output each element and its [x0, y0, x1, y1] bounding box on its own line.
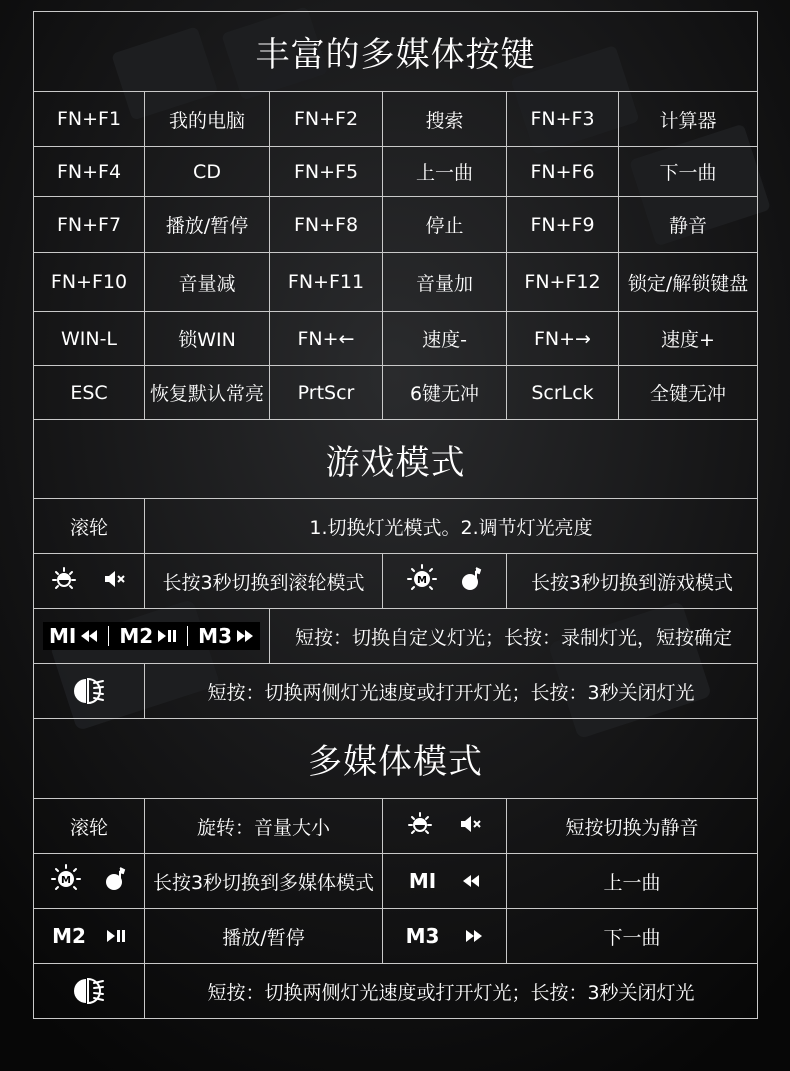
key-cell: FN+F5: [270, 147, 383, 197]
key-cell: FN+F2: [270, 92, 383, 147]
m3-key-cell: [383, 909, 507, 964]
mute-icon: [103, 568, 127, 590]
svg-text:M: M: [61, 874, 71, 886]
function-cell: 锁定/解锁键盘: [619, 253, 758, 312]
hold-game-mode-text: 长按3秒切换到游戏模式: [507, 554, 758, 609]
m3-key-label: M3: [198, 624, 232, 648]
music-note-icon: [105, 866, 127, 892]
play-pause-icon: [157, 629, 177, 643]
key-cell: FN+F11: [270, 253, 383, 312]
function-cell: 锁WIN: [145, 312, 270, 366]
key-cell: ScrLck: [507, 366, 619, 420]
brightness-mute-icons: [34, 554, 145, 609]
mode-music-icons: [383, 554, 507, 609]
light-speed-icon: [72, 677, 106, 705]
mute-description: 短按切换为静音: [507, 799, 758, 854]
key-cell: FN+←: [270, 312, 383, 366]
m1-key-label: MI: [49, 624, 77, 648]
m1-description: 上一曲: [507, 854, 758, 909]
hold-media-mode-text: 长按3秒切换到多媒体模式: [145, 854, 383, 909]
svg-text:M: M: [416, 574, 427, 586]
key-cell: FN+→: [507, 312, 619, 366]
key-cell: FN+F1: [34, 92, 145, 147]
function-cell: 6键无冲: [383, 366, 507, 420]
m2-key-label: M2: [119, 624, 154, 648]
game-mode-title: 游戏模式: [34, 420, 758, 499]
function-cell: 上一曲: [383, 147, 507, 197]
next-track-icon: [465, 929, 483, 943]
music-note-icon: [461, 566, 483, 592]
function-cell: 计算器: [619, 92, 758, 147]
brightness-mute-icons: [383, 799, 507, 854]
m2-key-cell: [34, 909, 145, 964]
key-cell: FN+F3: [507, 92, 619, 147]
function-cell: 搜索: [383, 92, 507, 147]
brightness-icon: [51, 566, 77, 592]
key-cell: WIN-L: [34, 312, 145, 366]
key-cell: FN+F7: [34, 197, 145, 253]
light-key-description: 短按：切换两侧灯光速度或打开灯光；长按：3秒关闭灯光: [145, 664, 758, 719]
macro-keys-description: 短按：切换自定义灯光；长按：录制灯光，短按确定: [270, 609, 758, 664]
function-cell: 静音: [619, 197, 758, 253]
divider: [187, 626, 188, 646]
key-cell: FN+F9: [507, 197, 619, 253]
divider: [108, 626, 109, 646]
m1-key-label: MI: [408, 869, 437, 893]
key-cell: FN+F6: [507, 147, 619, 197]
previous-track-icon: [462, 874, 480, 888]
media-mode-title: 多媒体模式: [34, 719, 758, 799]
function-cell: 恢复默认常亮: [145, 366, 270, 420]
function-cell: 音量减: [145, 253, 270, 312]
wheel-description: 旋转：音量大小: [145, 799, 383, 854]
m2-description: 播放/暂停: [145, 909, 383, 964]
light-key-description: 短按：切换两侧灯光速度或打开灯光；长按：3秒关闭灯光: [145, 964, 758, 1019]
m3-key-label: M3: [405, 924, 440, 948]
mode-dial-icon: [51, 864, 81, 894]
key-cell: FN+F8: [270, 197, 383, 253]
mute-icon: [459, 813, 483, 835]
m1-key-cell: [383, 854, 507, 909]
function-cell: 音量加: [383, 253, 507, 312]
m2-key-label: M2: [52, 924, 86, 948]
key-function-table: [33, 11, 757, 1019]
brightness-icon: [407, 811, 433, 837]
key-cell: FN+F4: [34, 147, 145, 197]
function-cell: 速度+: [619, 312, 758, 366]
key-cell: FN+F12: [507, 253, 619, 312]
wheel-label: 滚轮: [34, 499, 145, 554]
mode-music-icons: [34, 854, 145, 909]
play-pause-icon: [106, 929, 126, 943]
mode-dial-icon: [407, 564, 437, 594]
key-cell: FN+F10: [34, 253, 145, 312]
m3-description: 下一曲: [507, 909, 758, 964]
wheel-description: 1.切换灯光模式。2.调节灯光亮度: [145, 499, 758, 554]
function-cell: 我的电脑: [145, 92, 270, 147]
multimedia-title: 丰富的多媒体按键: [34, 12, 758, 92]
wheel-label: 滚轮: [34, 799, 145, 854]
function-cell: 播放/暂停: [145, 197, 270, 253]
function-cell: CD: [145, 147, 270, 197]
key-cell: ESC: [34, 366, 145, 420]
key-cell: PrtScr: [270, 366, 383, 420]
function-cell: 停止: [383, 197, 507, 253]
light-key-cell: [34, 664, 145, 719]
light-speed-icon: [72, 977, 106, 1005]
function-cell: 下一曲: [619, 147, 758, 197]
hold-wheel-mode-text: 长按3秒切换到滚轮模式: [145, 554, 383, 609]
macro-keys: [34, 609, 270, 664]
function-cell: 全键无冲: [619, 366, 758, 420]
previous-track-icon: [80, 629, 98, 643]
light-key-cell: [34, 964, 145, 1019]
function-cell: 速度-: [383, 312, 507, 366]
next-track-icon: [236, 629, 254, 643]
